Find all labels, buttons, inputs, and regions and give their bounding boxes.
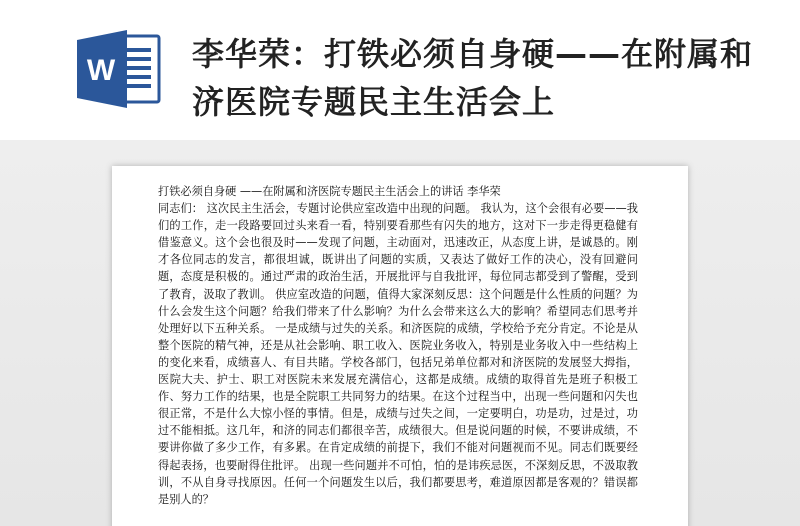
document-heading: 打铁必须自身硬 ——在附属和济医院专题民主生活会上的讲话 李华荣 [158,185,501,198]
page-title: 李华荣：打铁必须自身硬——在附属和济医院专题民主生活会上 [192,35,754,121]
header-banner [0,0,800,140]
document-page [112,166,688,526]
document-body [158,183,638,508]
document-paragraph: 同志们： 这次民主生活会，专题讨论供应室改造中出现的问题。 我认为，这个会很有必要——我们的工作，走一段路要回过头来看一看，特别要看那些有闪失的地方，这对下一步走得更稳健有借鉴意义。这个会也很及时——发现了问题，主动面对，迅速改正，从态度上讲，是诚恳的。刚才各位同志的发言，都很坦诚，既讲出了问题的实质，又表达了做好工作的决心，没有回避问题，态度是积极的。通过严肃的政治生活，开展批评与自我批评，每位同志都受到了警醒，受到了教育，汲取了教训。 供应室改造的问题，值得大家深刻反思：这个问题是什么性质的问题？为什么会发生这个问题？给我们带来了什么影响？为什么会带来这么大的影响？希望同志们思考并处理好以下五种关系。 一是成绩与过失的关系。和济医院的成绩，学校给予充分肯定。不论是从整个医院的精气神，还是从社会影响、职工收入、医院业务收入，特别是业务收入中一些结构上的变化来看，成绩喜人、有目共睹。学校各部门，包括兄弟单位都对和济医院的发展竖大拇指，医院大夫、护士、职工对医院未来发展充满信心，这都是成绩。成绩的取得首先是班子积极工作、努力工作的结果，也是全院职工共同努力的结果。在这个过程当中，出现一些问题和闪失也很正常，不是什么大惊小怪的事情。但是，成绩与过失之间，一定要明白，功是功，过是过，功过不能相抵。这几年，和济的同志们都很辛苦，成绩很大。但是说问题的时候，不要讲成绩，不要讲你做了多少工作，有多累。在肯定成绩的前提下，我们不能对问题视而不见。同志们既要经得起表扬，也要耐得住批评。 出现一些问题并不可怕，怕的是讳疾忌医，不深刻反思，不汲取教训，不从自身寻找原因。任何一个问题发生以后，我们都要思考，难道原因都是客观的？错误都是别人的？ [158,202,638,506]
word-document-icon [77,30,163,108]
logo-letter: W [86,54,116,87]
